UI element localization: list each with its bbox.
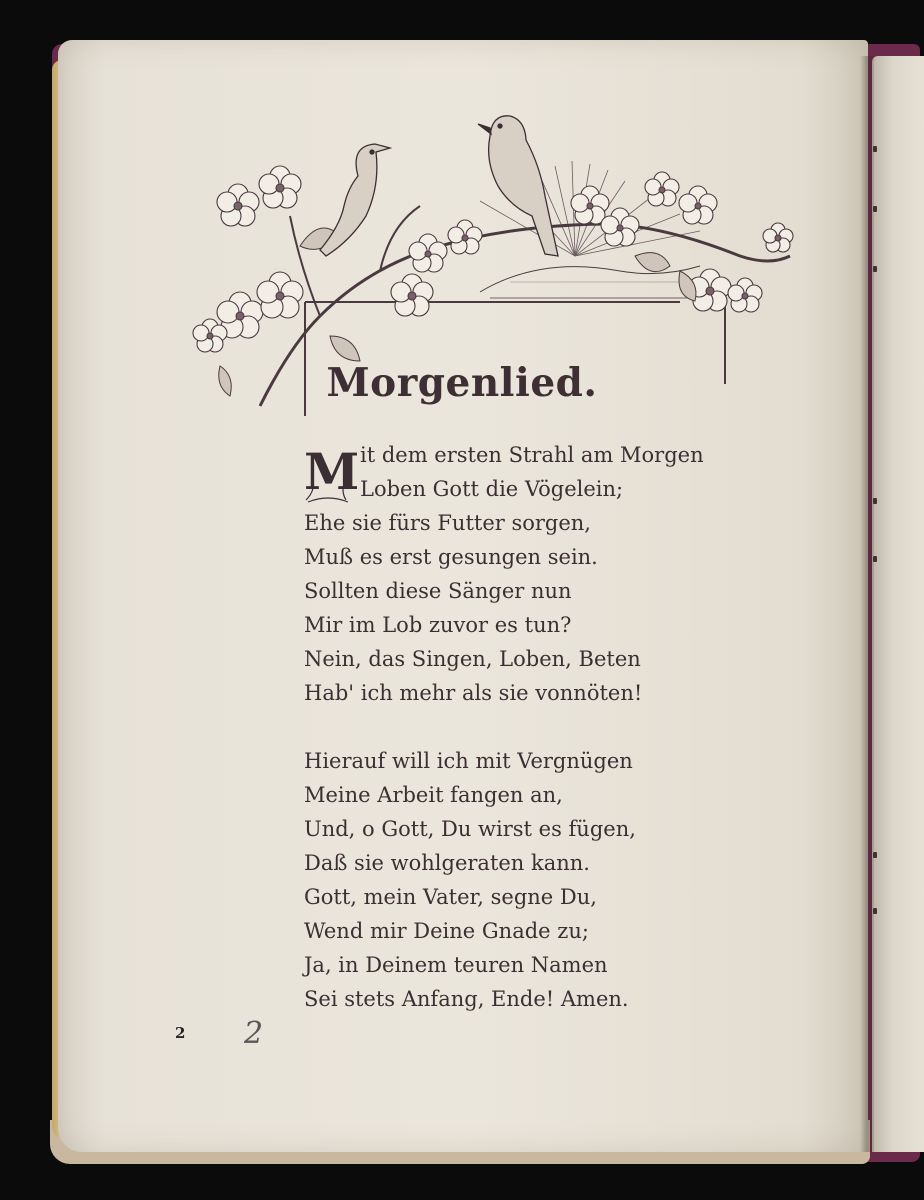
poem-line: Meine Arbeit fangen an, [304,783,563,807]
poem-line: Wend mir Deine Gnade zu; [304,919,589,943]
poem-line: Sei stets Anfang, Ende! Amen. [304,987,629,1011]
poem-line: Hab' ich mehr als sie vonnöten! [304,681,643,705]
page-number: 2 [175,1024,186,1042]
stanza-2 [304,744,824,1016]
poem-line: Nein, das Singen, Loben, Beten [304,647,641,671]
book-gutter [860,56,874,1152]
poem-line: Sollten diese Sänger nun [304,579,572,603]
poem-line: Gott, mein Vater, segne Du, [304,885,597,909]
binding-stitch [873,852,877,858]
poem-line: Loben Gott die Vögelein; [360,477,624,501]
poem-line: Mir im Lob zuvor es tun? [304,613,572,637]
stanza-1 [304,438,824,710]
dropcap-letter: M [304,442,360,501]
poem-line: Muß es erst gesungen sein. [304,545,598,569]
songbird-icon [320,144,390,256]
next-page-edge [872,56,924,1152]
poem-line: Ehe sie fürs Futter sorgen, [304,511,591,535]
binding-stitch [873,908,877,914]
poem-line: Ja, in Deinem teuren Namen [304,953,608,977]
poem-line: Daß sie wohlgeraten kann. [304,851,590,875]
binding-stitch [873,206,877,212]
poem-line: Hierauf will ich mit Vergnügen [304,749,633,773]
binding-stitch [873,266,877,272]
poem-title: Morgenlied. [326,360,598,406]
poem-line: it dem ersten Strahl am Morgen [360,443,704,467]
poem-body [304,438,824,1050]
binding-stitch [873,498,877,504]
binding-stitch [873,556,877,562]
binding-stitch [873,146,877,152]
handwritten-page-number: 2 [244,1016,264,1051]
poem-line: Und, o Gott, Du wirst es fügen, [304,817,636,841]
